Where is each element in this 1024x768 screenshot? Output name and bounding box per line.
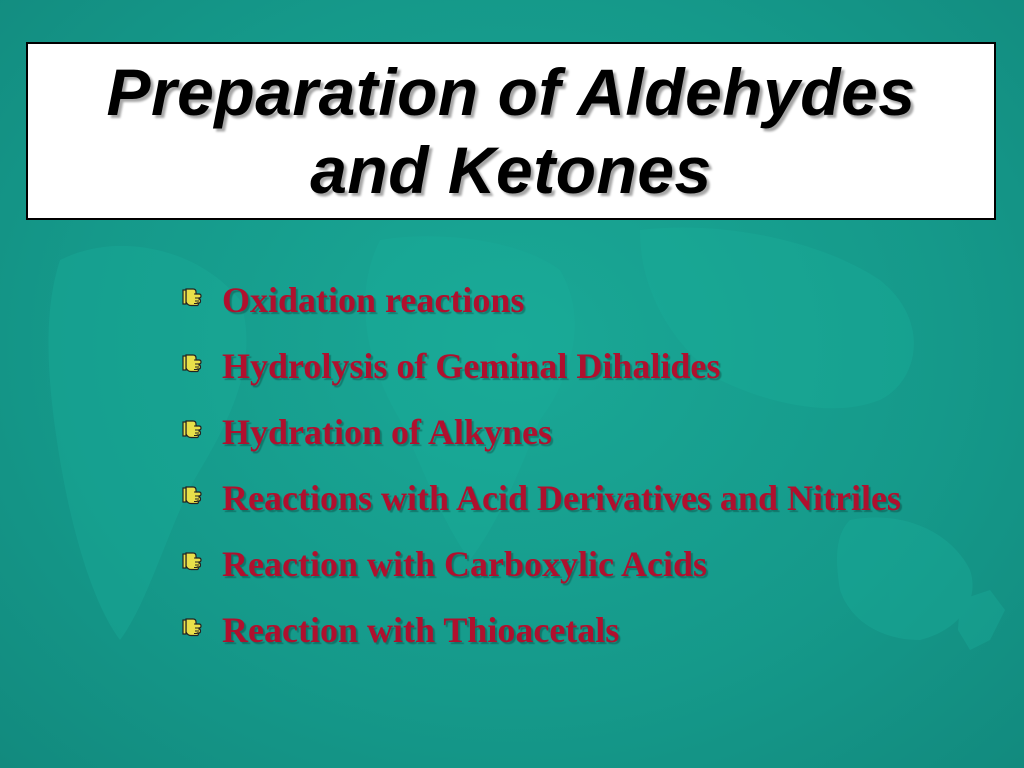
pointing-hand-icon: [182, 617, 202, 639]
list-item: [182, 604, 962, 656]
title-box: [26, 42, 996, 220]
list-item: [182, 274, 962, 326]
pointing-hand-icon: [182, 353, 202, 375]
bullet-text: Hydration of Alkynes: [222, 412, 553, 452]
pointing-hand-icon: [182, 419, 202, 441]
list-item: [182, 538, 962, 590]
bullet-list: [182, 274, 962, 670]
pointing-hand-icon: [182, 485, 202, 507]
list-item: [182, 340, 962, 392]
bullet-text: Reactions with Acid Derivatives and Nitriles: [222, 478, 901, 518]
slide-title: [106, 53, 915, 209]
pointing-hand-icon: [182, 287, 202, 309]
title-line-1: Preparation of Aldehydes: [106, 55, 916, 129]
bullet-text: Reaction with Thioacetals: [222, 610, 620, 650]
pointing-hand-icon: [182, 551, 202, 573]
list-item: [182, 472, 962, 524]
list-item: [182, 406, 962, 458]
bullet-text: Reaction with Carboxylic Acids: [222, 544, 707, 584]
bullet-text: Oxidation reactions: [222, 280, 525, 320]
title-line-2: and Ketones: [310, 133, 712, 207]
bullet-text: Hydrolysis of Geminal Dihalides: [222, 346, 721, 386]
